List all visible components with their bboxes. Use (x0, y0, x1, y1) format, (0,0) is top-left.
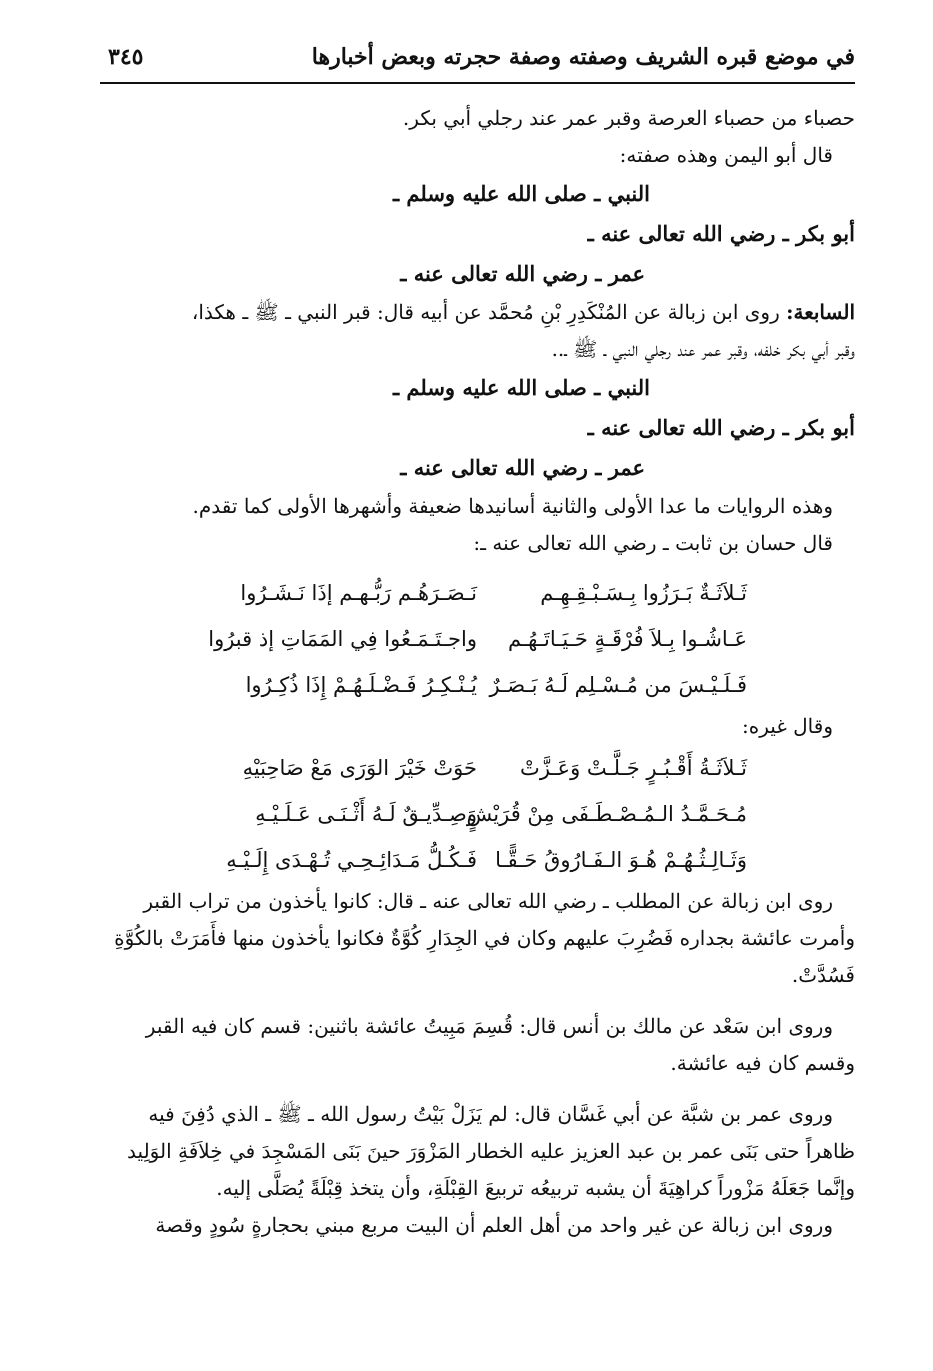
poem-other (100, 745, 807, 883)
paragraph-last (100, 1207, 855, 1244)
text-line: حصباء من حصباء العرصة وقبر عمر عند رجلي أبي بكر. (402, 106, 855, 130)
paragraph-ibn-saad (100, 1008, 855, 1082)
seventh-text: روى ابن زبالة عن المُنْكَدِرِ بْنِ مُحمَّد عن أبيه قال: قبر النبي ـ ﷺ ـ هكذا، (191, 300, 787, 324)
text-line: وإنَّما جَعَلَهُ مَزْوراً كراهِيَةَ أن يشبه تربيعُه تربيعَ القِبْلَةِ، وأن يتخذ قِبْلَةً يُصَلَّى إليه. (216, 1176, 855, 1200)
verse (100, 616, 807, 662)
summary-line: وهذه الروايات ما عدا الأولى والثانية أسانيدها ضعيفة وأشهرها الأولى كما تقدم. (192, 494, 833, 518)
seventh-line-1 (100, 294, 855, 331)
chapter-title: في موضع قبره الشريف وصفته وصفة حجرته وبعض أخبارها (311, 44, 855, 70)
text-line: وأمرت عائشة بجداره فَضُرِبَ عليهم وكان في الجِدَارِ كُوَّةٌ فكانوا يأخذون منها فأَمَرَتْ بالكُوَّةِ (114, 926, 855, 950)
verse-first-hemistich: عَـاشُـوا بِـلاَ فُرْقَـةٍ حَـيَـاتَـهُـم (508, 627, 747, 651)
verse-second-hemistich: يُـنْـكِـرُ فَـضْـلَـهُـمْ إِذَا ذُكِـرُوا (245, 673, 477, 697)
paragraph-umar-shabba (100, 1096, 855, 1207)
verse-first-hemistich: وَثَـالِـثُـهُـمْ هُـوَ الـفَـارُوقُ حَـقًّـا (495, 848, 747, 872)
other-intro: وقال غيره: (742, 714, 833, 738)
page-body (100, 100, 855, 1244)
running-head (100, 40, 855, 80)
verse-second-hemistich: فَـكُـلُّ مَـدَائِـحِـي تُـهْـدَى إِلَـيْـهِ (226, 848, 477, 872)
verse-first-hemistich: مُـحَـمَّـدُ الـمُـصْـطَـفَى مِنْ قُرَيْشٍ (466, 802, 747, 826)
tomb-umar-label: عمر ـ رضي الله تعالى عنه ـ (400, 261, 645, 286)
verse-second-hemistich: واجـتَـمَـعُوا فِي المَمَاتِ إذ قبرُوا (208, 627, 477, 651)
hassan-intro: قال حسان بن ثابت ـ رضي الله تعالى عنه ـ: (473, 531, 833, 555)
text-line: قال أبو اليمن وهذه صفته: (619, 143, 833, 167)
verse-second-hemistich: وَصِـدِّيـقٌ لَـهُ أَثْـنَـى عَـلَـيْـهِ (255, 802, 477, 826)
text-line: وروى ابن زبالة عن غير واحد من أهل العلم أن البيت مربع مبني بحجارةٍ سُودٍ وقصة (155, 1213, 833, 1237)
verse-first-hemistich: ثَـلاَثَـةُ أَقْـبُـرٍ جَـلَّـتْ وَعَـزَّتْ (520, 756, 747, 780)
text-line: ظاهراً حتى بَنَى عمر بن عبد العزيز عليه الخطار المَزْوَرَ حينَ بَنَى المَسْجِدَ في خِلاَفَةِ الوَلِيد (127, 1139, 855, 1163)
header-rule (100, 82, 855, 84)
page-number: ٣٤٥ (108, 44, 144, 70)
text-line: وقبر أبي بكر خلفه، وقبر عمر عند رجلي النبي ـ ﷺ ـ.. (551, 337, 855, 361)
seventh-lead: السابعة: (786, 300, 855, 324)
verse-first-hemistich: فَـلَـيْـسَ من مُـسْـلِم لَـهُ بَـصَـرٌ (489, 673, 747, 697)
text-line: روى ابن زبالة عن المطلب ـ رضي الله تعالى عنه ـ قال: كانوا يأخذون من تراب القبر (143, 889, 833, 913)
verse-second-hemistich: حَوَتْ خَيْرَ الوَرَى مَعْ صَاحِبَيْهِ (242, 756, 477, 780)
text-line: فَسُدَّتْ. (791, 963, 855, 987)
tomb-prophet-label: النبي ـ صلى الله عليه وسلم ـ (392, 375, 650, 400)
text-line: وقسم كان فيه عائشة. (670, 1051, 855, 1075)
verse-first-hemistich: ثَـلاَثَـةٌ بَـرَزُوا بِـسَـبْـقِـهِـم (540, 581, 747, 605)
poem-hassan (100, 570, 807, 708)
verse (100, 662, 807, 708)
tomb-abubakr-label: أبو بكر ـ رضي الله تعالى عنه ـ (587, 415, 855, 440)
verse-second-hemistich: نَـصَـرَهُـم رَبُّـهـم إذَا نَـشَـرُوا (240, 581, 477, 605)
paragraph-muttalib (100, 883, 855, 994)
tomb-figure-1 (100, 174, 855, 294)
tomb-umar-label: عمر ـ رضي الله تعالى عنه ـ (400, 455, 645, 480)
tomb-prophet-label: النبي ـ صلى الله عليه وسلم ـ (392, 181, 650, 206)
tomb-figure-2 (100, 368, 855, 488)
verse (100, 837, 807, 883)
text-line: وروى عمر بن شبَّة عن أبي غَسَّان قال: لم يَزَلْ بَيْتُ رسول الله ـ ﷺ ـ الذي دُفِنَ فيه (148, 1102, 833, 1126)
verse (100, 745, 807, 791)
tomb-abubakr-label: أبو بكر ـ رضي الله تعالى عنه ـ (587, 221, 855, 246)
verse (100, 791, 807, 837)
verse (100, 570, 807, 616)
text-line: وروى ابن سَعْد عن مالك بن أنس قال: قُسِمَ مَبِيتُ عائشة باثنين: قسم كان فيه القبر (145, 1014, 833, 1038)
